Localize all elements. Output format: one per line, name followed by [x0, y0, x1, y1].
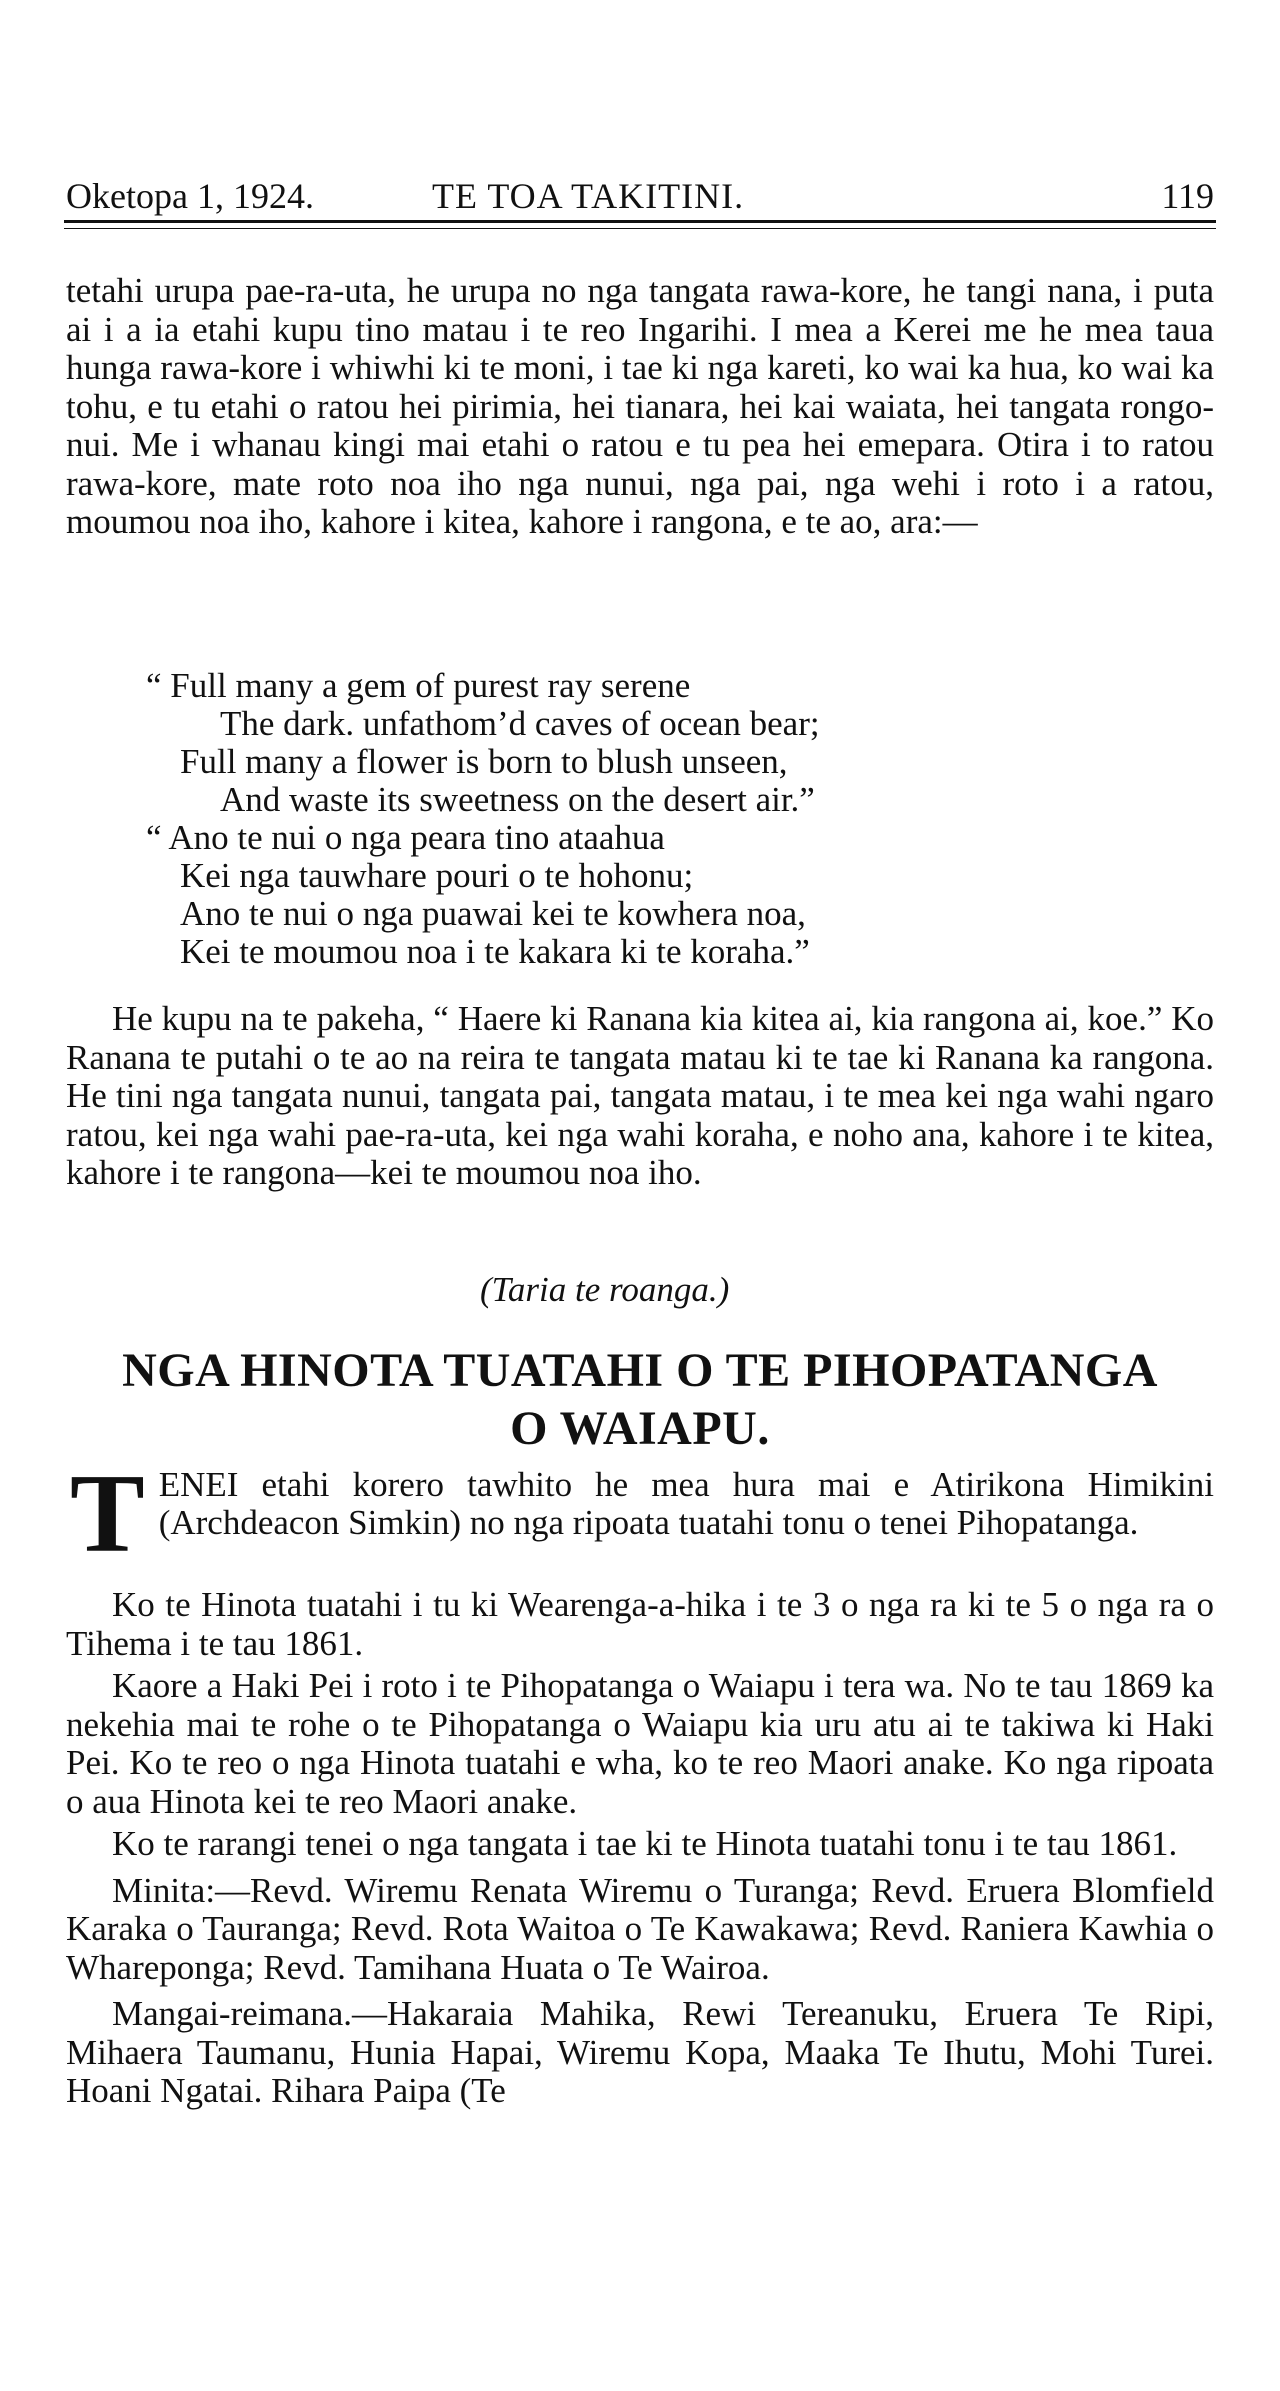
paragraph-text: Ko te rarangi tenei o nga tangata i tae ki te Hinota tuatahi tonu i te tau 1861. — [112, 1824, 1178, 1863]
section-heading-line: NGA HINOTA TUATAHI O TE PIHOPATANGA — [122, 1344, 1158, 1397]
poem-line: Kei nga tauwhare pouri o te hohonu; — [180, 856, 694, 895]
issue-date: Oketopa 1, 1924. — [66, 176, 314, 216]
paragraph-text: Mangai-reimana.—Hakaraia Mahika, Rewi Tereanuku, Eruera Te Ripi, Mihaera Taumanu, Hunia Hapai, Wiremu Kopa, Maaka Te Ihutu, Mohi Turei. Hoani Ngatai. Rihara Paipa (Te — [66, 1994, 1214, 2110]
paragraph-text: Ko te Hinota tuatahi i tu ki Wearenga-a-hika i te 3 o nga ra ki te 5 o nga ra o Tihema i te tau 1861. — [66, 1585, 1214, 1663]
poem-line: Kei te moumou noa i te kakara ki te koraha.” — [180, 932, 810, 971]
poem-line: “ Ano te nui o nga peara tino ataahua — [146, 818, 665, 857]
intro-text: ENEI etahi korero tawhito he mea hura mai e Atirikona Himikini (Archdeacon Simkin) no nga ripoata tuatahi tonu o tenei Pihopatanga. — [158, 1465, 1214, 1542]
running-header — [66, 176, 1214, 216]
poem-line: Ano te nui o nga puawai kei te kowhera noa, — [180, 894, 806, 933]
poem-line: Full many a flower is born to blush unseen, — [180, 742, 788, 781]
article-paragraph — [66, 1000, 1214, 1193]
paragraph-text: He kupu na te pakeha, “ Haere ki Ranana kia kitea ai, kia rangona ai, koe.” Ko Ranana te putahi o te ao na reira te tangata matau ki te tae ki Ranana ka rangona. He tini nga tangata nunui, tangata pai, tangata matau, i te mea kei nga wahi ngaro ratou, kei nga wahi pae-ra-uta, kei nga wahi koraha, e noho ana, kahore i te kitea, kahore i te rangona—kei te moumou noa iho. — [66, 999, 1214, 1192]
section-heading — [66, 1342, 1214, 1458]
intro-paragraph — [66, 1452, 1214, 1576]
poem-line: “ Full many a gem of purest ray serene — [146, 666, 691, 705]
journal-title: TE TOA TAKITINI. — [432, 176, 745, 216]
drop-cap: T — [70, 1452, 145, 1576]
article-paragraph — [66, 272, 1214, 542]
header-rule-thick — [64, 220, 1216, 223]
section-heading-line: O WAIAPU. — [510, 1402, 770, 1455]
poem-line: The dark. unfathom’d caves of ocean bear; — [220, 704, 820, 743]
header-rule-thin — [64, 228, 1216, 229]
paragraph-text: Kaore a Haki Pei i roto i te Pihopatanga o Waiapu i tera wa. No te tau 1869 ka nekehia mai te rohe o te Pihopatanga o Waiapu kia uru atu ai te takiwa ki Haki Pei. Ko te reo o nga Hinota tuatahi e wha, ko te reo Maori anake. Ko nga ripoata o aua Hinota kei te reo Maori anake. — [66, 1666, 1214, 1821]
poem-line: And waste its sweetness on the desert air.” — [220, 780, 815, 819]
paragraph-text: Minita:—Revd. Wiremu Renata Wiremu o Turanga; Revd. Eruera Blomfield Karaka o Tauranga; Revd. Rota Waitoa o Te Kawakawa; Revd. Raniera Kawhia o Whareponga; Revd. Tamihana Huata o Te Wairoa. — [66, 1870, 1214, 1987]
poem-quote — [146, 666, 1080, 971]
section-body — [66, 1586, 1214, 2115]
page-number: 119 — [1161, 176, 1214, 216]
continuation-note: (Taria te roanga.) — [480, 1270, 730, 1309]
paragraph-text: tetahi urupa pae-ra-uta, he urupa no nga tangata rawa-kore, he tangi nana, i puta ai i a ia etahi kupu tino matau i te reo Ingarihi. I mea a Kerei me he mea taua hunga rawa-kore i whiwhi ki te moni, i tae ki nga kareti, ko wai ka hua, ko wai ka tohu, e tu etahi o ratou hei pirimia, hei tianara, hei kai waiata, hei tangata rongo-nui. Me i whanau kingi mai etahi o ratou e tu pea hei emepara. Otira i to ratou rawa-kore, mate roto noa iho nga nunui, nga pai, nga wehi i roto i a ratou, moumou noa iho, kahore i kitea, kahore i rangona, e te ao, ara:— — [66, 271, 1214, 541]
